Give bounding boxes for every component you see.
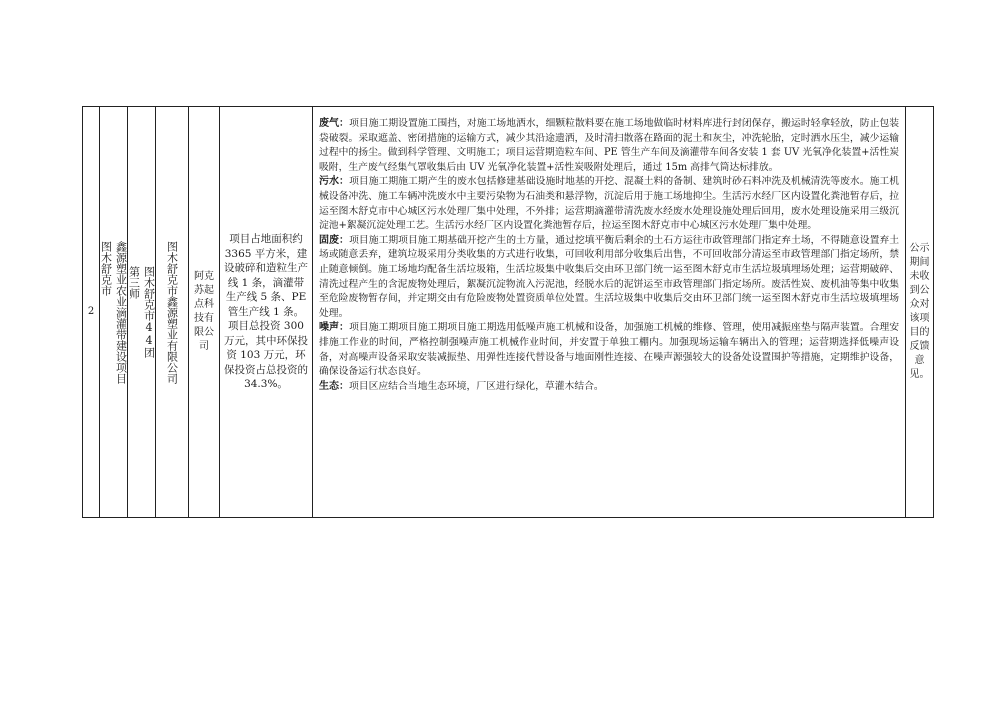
project-scale: 项目占地面积约 3365 平方米，建设破碎和造粒生产线 1 条，滴灌带生产线 5 条、PE 管生产线 1 条。项目总投资 300 万元，其中环保投资 103 万元，环保投资占总投资的 34.3%。 — [224, 233, 308, 391]
measure-text: 项目施工期设置施工围挡，对施工场地洒水，细颗粒散料要在施工场地做临时材料库进行封闭保存，搬运时轻拿轻放，防止包装袋破裂。采取遮盖、密闭措施的运输方式，减少其沿途遗洒，及时清扫散落在路面的泥土和灰尘，冲洗轮胎，定时洒水压尘，减少运输过程中的扬尘。做到科学管理、文明施工；项目运营期造粒车间、PE 管生产车间及滴灌带车间各安装 1 套 UV 光氧净化装置+活性炭吸附，生产废气经集气罩收集后由 UV 光氧净化装置+活性炭吸附处理后，通过 15m 高排气筒达标排放。 — [319, 118, 900, 173]
measure-noise — [319, 321, 899, 379]
location: 图木舒克市44团 第三师 — [127, 266, 156, 358]
measure-label: 污水： — [319, 176, 350, 188]
measure-text: 项目施工期施工期产生的废水包括修建基础设施时地基的开挖、混凝土料的备制、建筑时砂石料冲洗及机械清洗等废水。施工机械设备冲洗、施工车辆冲洗废水中主要污染物为石油类和悬浮物，沉淀后用于施工场地抑尘。生活污水经厂区内设置化粪池暂存后，拉运至图木舒克市中心城区污水处理厂集中处理，不外排；运营期滴灌带清洗废水经废水处理设施处理后回用，废水处理设施采用三级沉淀池+絮凝沉淀处理工艺。生活污水经厂区内设置化粪池暂存后，拉运至图木舒克市中心城区污水处理厂集中处理。 — [319, 176, 900, 232]
location-cell — [128, 107, 156, 518]
measure-label: 废气： — [319, 118, 350, 129]
eia-unit: 阿克苏起点科技有限公司 — [194, 271, 214, 352]
builder-cell — [156, 107, 189, 518]
scale-cell — [220, 107, 313, 518]
row-index: 2 — [87, 306, 95, 317]
project-name-cell — [100, 107, 128, 518]
measure-label: 噪声： — [319, 322, 350, 334]
measure-text: 项目施工期项目施工期项目施工期选用低噪声施工机械和设备，加强施工机械的维修、管理，使用减振座垫与隔声装置。合理安排施工作业的时间，严格控制强噪声施工机械作业时间，并安置于单独工棚内。加强现场运输车辆出入的管理；运营期选择低噪声设备，对高噪声设备采取安装减振垫、用弹性连接代替设备与地面刚性连接、在噪声源强较大的设备处设置围护等措施，定期维护设备，确保设备运行状态良好。 — [319, 322, 900, 378]
project-table — [82, 106, 934, 518]
measure-text: 项目施工期项目施工期基础开挖产生的土方量，通过挖填平衡后剩余的土石方运往市政管理部门指定弃土场，不得随意设置弃土场或随意丢弃，建筑垃圾采用分类收集的方式进行收集，可回收利用部分收集后出售，不可回收部分清运至市政管理部门指定场所，禁止随意倾倒。施工场地均配备生活垃圾箱，生活垃圾集中收集后交由环卫部门统一运至图木舒克市生活垃圾填埋场处理；运营期破碎、清洗过程产生的含泥废物处理后，絮凝沉淀物流入污泥池，经脱水后的泥饼运至市政管理部门指定场所。废活性炭、废机油等集中收集至危险废物暂存间，并定期交由有危险废物处置资质单位处置。生活垃圾集中收集后交由环卫部门统一运至图木舒克市生活垃圾填埋场处理。 — [319, 234, 900, 319]
measure-water — [319, 175, 899, 233]
builder: 图木舒克市鑫源塑业有限公司 — [165, 240, 179, 384]
measure-text: 项目区应结合当地生态环境，厂区进行绿化，草灌木结合。 — [349, 380, 604, 392]
row-index-cell — [83, 107, 100, 518]
eia-unit-cell — [189, 107, 220, 518]
measure-solid-waste — [319, 234, 899, 322]
measures-cell — [313, 107, 906, 518]
public-feedback: 公示期间未收到公众对该项目的反馈意见。 — [909, 243, 930, 380]
measure-label: 固废： — [319, 234, 350, 246]
measure-label: 生态： — [319, 380, 349, 392]
project-name: 鑫源塑业农业滴灌带建设项目 图木舒克市 — [99, 240, 128, 384]
table-row — [83, 107, 934, 518]
measure-ecology — [319, 380, 899, 395]
measure-gas — [319, 117, 899, 175]
feedback-cell — [906, 107, 934, 518]
